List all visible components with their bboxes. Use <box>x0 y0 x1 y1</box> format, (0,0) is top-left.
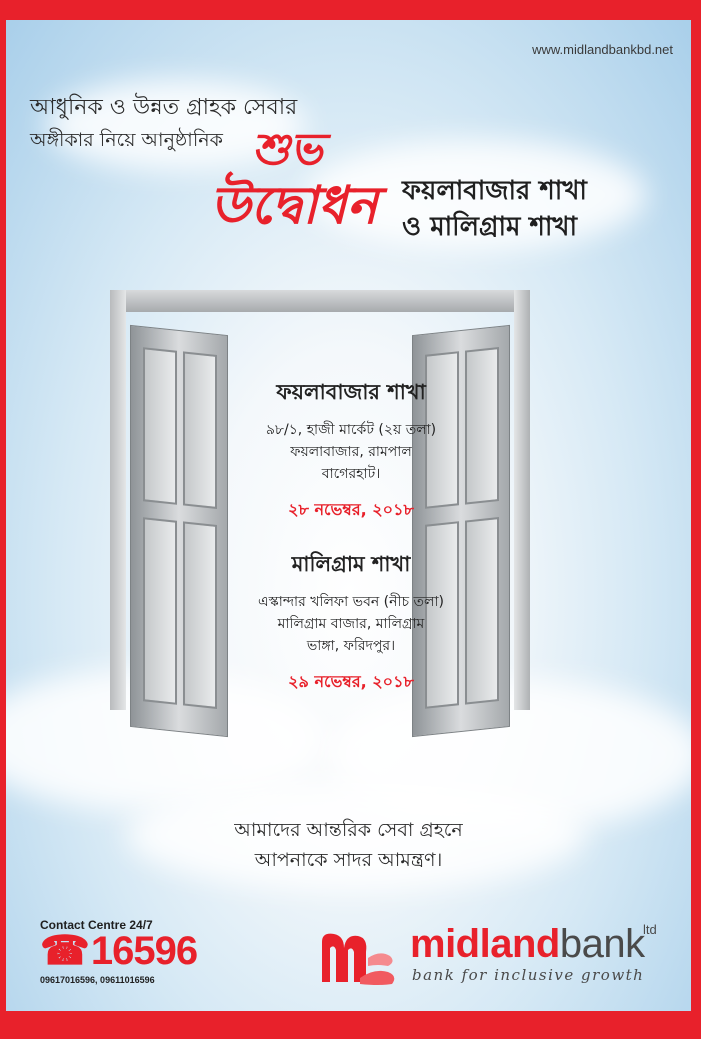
left-door <box>130 325 228 737</box>
subho-title: শুভ <box>252 124 323 175</box>
top-border <box>0 0 701 20</box>
brand-name-part1: midland <box>410 922 560 966</box>
door-panel <box>183 521 217 709</box>
website-url: www.midlandbankbd.net <box>532 42 673 57</box>
brand-tagline: bank for inclusive growth <box>412 966 645 984</box>
branch-address-line: ফয়লাবাজার, রামপাল <box>290 444 412 460</box>
branch-info-maligram <box>216 548 486 696</box>
branches-heading-line1: ফয়লাবাজার শাখা <box>402 176 587 206</box>
branch-address-line: মালিগ্রাম বাজার, মালিগ্রাম <box>277 616 425 632</box>
right-border <box>691 0 701 1039</box>
left-border <box>0 0 6 1039</box>
hotline-number: 16596 <box>90 929 198 973</box>
branch-address-line: ভাঙ্গা, ফরিদপুর। <box>306 638 396 654</box>
contact-centre-label: Contact Centre 24/7 <box>40 918 153 932</box>
phone-icon: ☎ <box>40 929 89 973</box>
midland-bank-logo-icon <box>318 928 400 986</box>
brand-name <box>410 922 645 967</box>
door-panel <box>183 351 217 509</box>
bottom-border <box>0 1011 701 1039</box>
door-frame-left <box>110 290 126 710</box>
door-frame-right <box>514 290 530 710</box>
door-panel <box>143 347 177 505</box>
branch-info-foylabazar <box>216 376 486 524</box>
branch-address-line: ৯৮/১, হাজী মার্কেট (২য় তলা) <box>265 422 437 438</box>
branch-name: মালিগ্রাম শাখা <box>291 552 411 576</box>
welcome-line2: আপনাকে সাদর আমন্ত্রণ। <box>254 849 443 871</box>
brand-suffix: ltd <box>643 922 657 937</box>
branch-opening-date: ২৯ নভেম্বর, ২০১৮ <box>288 672 414 691</box>
door-panel <box>143 517 177 705</box>
headline-line2: অঙ্গীকার নিয়ে আনুষ্ঠানিক <box>30 129 223 151</box>
branch-name: ফয়লাবাজার শাখা <box>276 380 426 404</box>
udbodhon-title: উদ্বোধন <box>210 175 378 236</box>
welcome-line1: আমাদের আন্তরিক সেবা গ্রহনে <box>234 819 463 841</box>
branch-address-line: বাগেরহাট। <box>321 466 381 482</box>
brand-name-part2: bank <box>559 922 645 966</box>
welcome-message <box>6 815 691 875</box>
contact-centre-number <box>40 928 197 974</box>
door-frame-top <box>110 290 530 312</box>
headline-line1: আধুনিক ও উন্নত গ্রাহক সেবার <box>30 95 298 120</box>
branch-opening-date: ২৮ নভেম্বর, ২০১৮ <box>288 500 414 519</box>
contact-alt-numbers: 09617016596, 09611016596 <box>40 975 155 985</box>
sky-background <box>6 20 691 1011</box>
branches-heading-line2: ও মালিগ্রাম শাখা <box>402 212 578 242</box>
branch-address-line: এস্কান্দার খলিফা ভবন (নীচ তলা) <box>258 594 444 610</box>
